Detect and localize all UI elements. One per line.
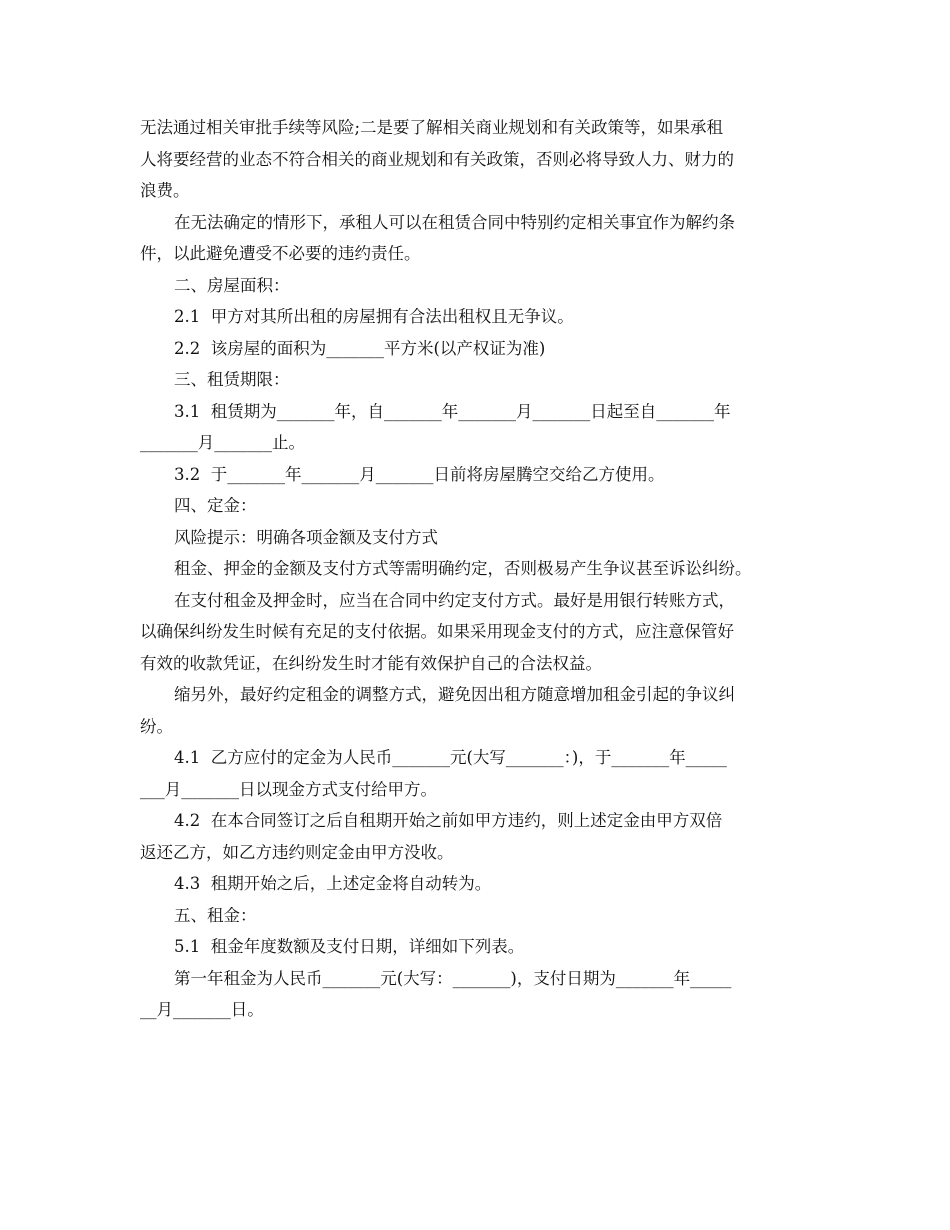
text-line: 3.1 租赁期为_______年，自_______年_______月_______日起至自_______年 xyxy=(174,401,731,421)
text-line: 缩另外，最好约定租金的调整方式，避免因出租方随意增加租金引起的争议纠 xyxy=(174,685,735,704)
text-line: 无法通过相关审批手续等风险;二是要了解相关商业规划和有关政策等，如果承租 xyxy=(140,118,724,137)
text-line: 件，以此避免遭受不必要的违约责任。 xyxy=(140,244,421,263)
text-line: 在无法确定的情形下，承租人可以在租赁合同中特别约定相关事宜作为解约条 xyxy=(174,212,735,232)
text-line: 以确保纠纷发生时候有充足的支付依据。如果采用现金支付的方式，应注意保管好 xyxy=(140,622,734,641)
text-line: 5.1 租金年度数额及支付日期，详细如下列表。 xyxy=(174,937,525,956)
text-line: 2.1 甲方对其所出租的房屋拥有合法出租权且无争议。 xyxy=(174,307,574,326)
text-line: 2.2 该房屋的面积为_______平方米(以产权证为准) xyxy=(174,338,546,358)
text-line: __月_______日。 xyxy=(140,1000,264,1019)
text-line: 风险提示：明确各项金额及支付方式 xyxy=(174,527,438,547)
text-line: 4.3 租期开始之后，上述定金将自动转为。 xyxy=(174,874,492,893)
text-line: 3.2 于_______年_______月_______日前将房屋腾空交给乙方使用。 xyxy=(174,464,665,484)
text-line: 有效的收款凭证，在纠纷发生时才能有效保护自己的合法权益。 xyxy=(140,653,602,673)
text-line: 四、定金： xyxy=(174,496,257,515)
text-line: 租金、押金的金额及支付方式等需明确约定，否则极易产生争议甚至诉讼纠纷。 xyxy=(174,559,752,578)
document-body xyxy=(140,112,812,1026)
text-line: 人将要经营的业态不符合相关的商业规划和有关政策，否则必将导致人力、财力的 xyxy=(140,149,734,169)
text-line: 4.2 在本合同签订之后自租期开始之前如甲方违约，则上述定金由甲方双倍 xyxy=(174,811,723,830)
text-line: 五、租金： xyxy=(174,905,257,925)
text-line: 浪费。 xyxy=(140,181,190,200)
text-line: _______月_______止。 xyxy=(140,433,305,452)
text-line: 二、房屋面积： xyxy=(174,275,290,295)
text-line: 在支付租金及押金时，应当在合同中约定支付方式。最好是用银行转账方式， xyxy=(174,590,735,610)
text-line: 三、租赁期限： xyxy=(174,370,290,389)
text-line: 纷。 xyxy=(140,716,173,736)
text-line: 第一年租金为人民币_______元(大写：_______)，支付日期为_______年_____ xyxy=(174,968,732,988)
text-line: 4.1 乙方应付的定金为人民币_______元(大写_______：)，于_______年_____ xyxy=(174,748,727,767)
text-line: 返还乙方，如乙方违约则定金由甲方没收。 xyxy=(140,842,454,862)
text-line: ___月_______日以现金方式支付给甲方。 xyxy=(140,779,437,799)
